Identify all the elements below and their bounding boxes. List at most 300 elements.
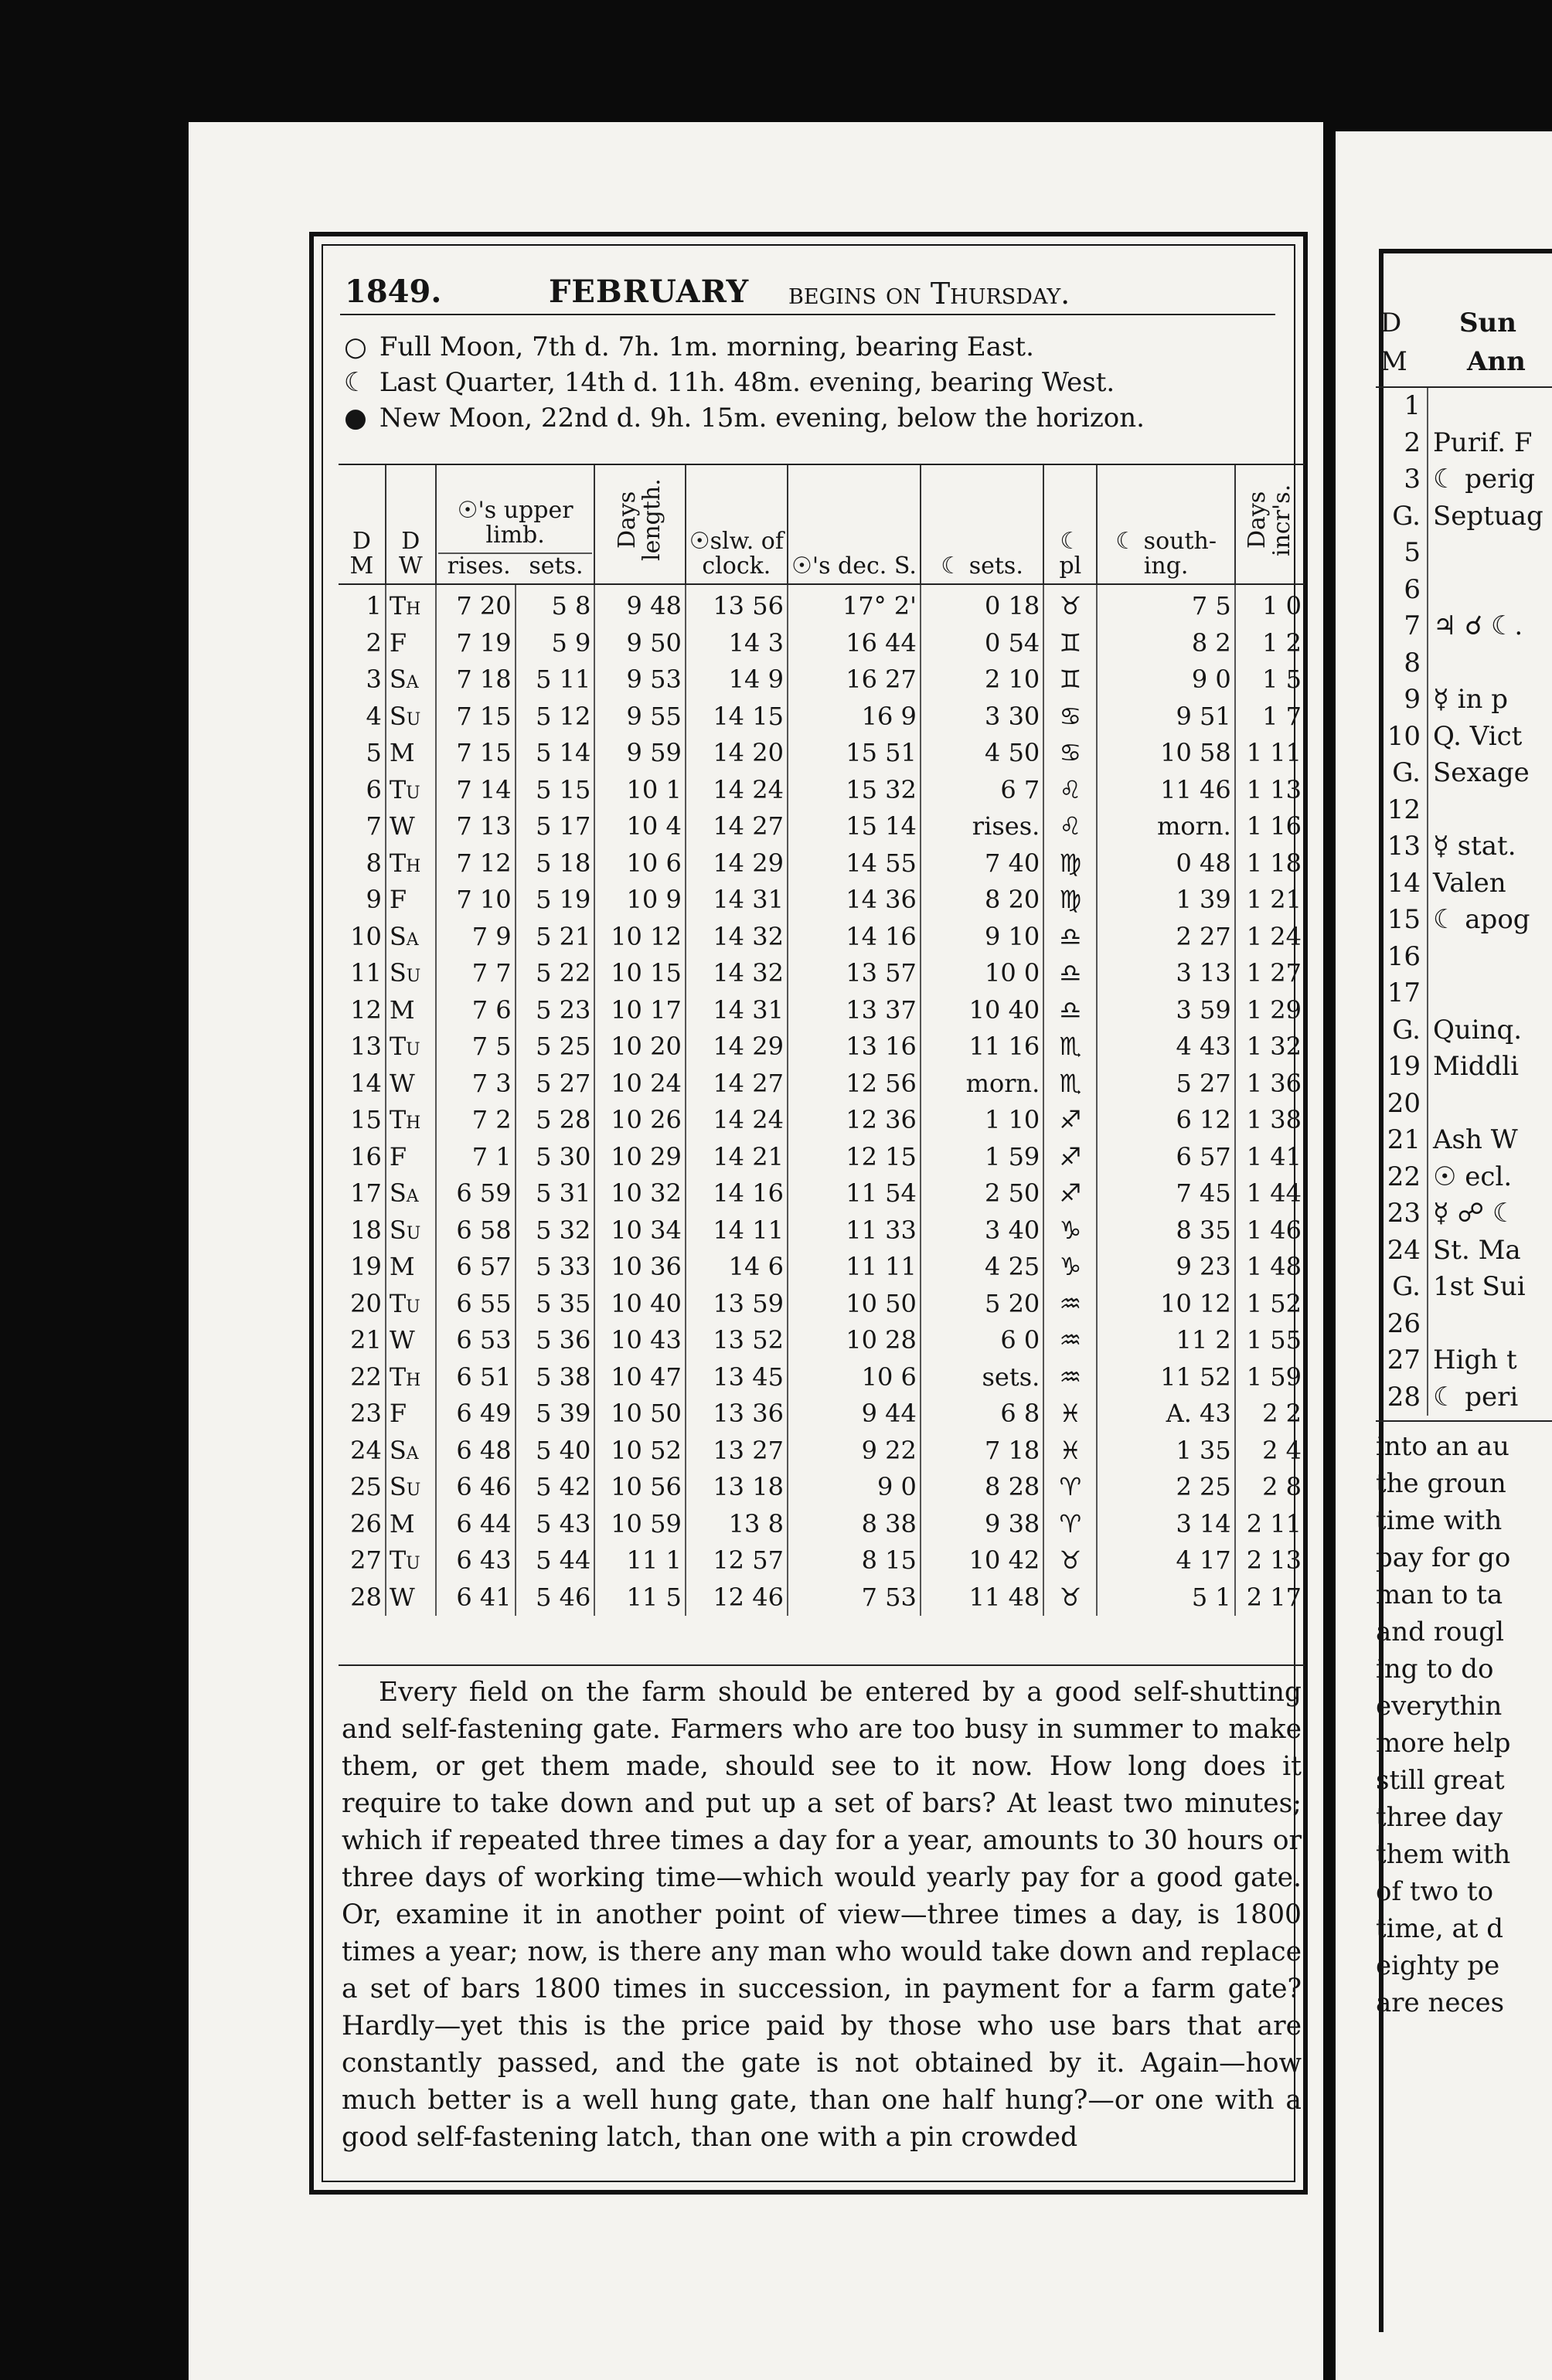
table-row [339, 1359, 1305, 1396]
moon-sets: sets. [921, 1359, 1043, 1396]
days-increase: 1 46 [1235, 1212, 1305, 1250]
facing-header-d: D [1380, 308, 1402, 338]
table-row [339, 808, 1305, 845]
moon-place-sign: ♎ [1043, 955, 1097, 992]
table-row [339, 1396, 1305, 1433]
day-length: 10 47 [594, 1359, 685, 1396]
sun-sets: 5 19 [516, 882, 595, 919]
table-row [339, 882, 1305, 919]
day-of-week: Sa [386, 661, 436, 699]
facing-note: ♃ ☌ ☾. [1433, 610, 1523, 641]
clock-slow: 14 24 [686, 1102, 788, 1139]
facing-day: 12 [1376, 792, 1428, 829]
facing-day: G. [1376, 755, 1428, 792]
facing-note: Purif. F [1433, 427, 1533, 458]
moon-southing: 3 59 [1097, 992, 1234, 1029]
clock-slow: 14 32 [686, 919, 788, 956]
table-row [339, 699, 1305, 736]
facing-note: ☾ apog [1433, 904, 1530, 935]
day-of-month: 5 [366, 738, 382, 767]
facing-note: ☉ ecl. [1433, 1161, 1513, 1192]
table-row [339, 1249, 1305, 1286]
moon-place-sign: ♏ [1043, 1028, 1097, 1066]
moon-place-sign: ♏ [1043, 1066, 1097, 1103]
page-header [340, 260, 1275, 315]
day-of-month: 3 [366, 665, 382, 694]
clock-slow: 13 52 [686, 1322, 788, 1359]
facing-note: Quinq. [1433, 1014, 1523, 1046]
sun-rises: 7 3 [436, 1066, 516, 1103]
day-of-week: F [386, 625, 436, 662]
facing-day: 17 [1376, 975, 1428, 1012]
full-moon-icon: ○ [344, 332, 367, 362]
day-of-week: W [386, 1579, 436, 1617]
clock-slow: 14 29 [686, 845, 788, 882]
facing-row [1376, 572, 1552, 609]
sun-declination: 15 51 [788, 735, 921, 772]
day-of-month: 10 [350, 921, 382, 951]
sun-declination: 9 22 [788, 1433, 921, 1470]
phase-text: Last Quarter, 14th d. 11h. 48m. evening, bearing West. [379, 367, 1115, 398]
moon-sets: 2 10 [921, 661, 1043, 699]
facing-text-line: into an au [1376, 1431, 1509, 1462]
facing-text-line: still great [1376, 1765, 1505, 1796]
days-increase: 1 52 [1235, 1286, 1305, 1323]
moon-place-sign: ♌ [1043, 772, 1097, 809]
facing-note [1428, 390, 1433, 421]
day-length: 10 6 [594, 845, 685, 882]
table-row [339, 1286, 1305, 1323]
clock-slow: 14 16 [686, 1175, 788, 1212]
facing-day: 14 [1376, 865, 1428, 903]
table-row [339, 992, 1305, 1029]
sun-declination: 15 14 [788, 808, 921, 845]
moon-place-sign: ♐ [1043, 1175, 1097, 1212]
sun-declination: 13 57 [788, 955, 921, 992]
facing-row [1376, 792, 1552, 829]
facing-text-line: time with [1376, 1505, 1503, 1536]
facing-day: G. [1376, 1012, 1428, 1049]
almanac-inner-frame [322, 244, 1302, 2182]
moon-sets: 11 48 [921, 1579, 1043, 1617]
moon-southing: 1 39 [1097, 882, 1234, 919]
facing-row [1376, 461, 1552, 498]
moon-sets: 5 20 [921, 1286, 1043, 1323]
facing-note: Middli [1433, 1051, 1519, 1082]
moon-southing: 11 46 [1097, 772, 1234, 809]
clock-slow: 13 18 [686, 1469, 788, 1506]
facing-text-line: of two to [1376, 1876, 1494, 1907]
day-length: 10 1 [594, 772, 685, 809]
clock-slow: 14 24 [686, 772, 788, 809]
moon-place-sign: ♈ [1043, 1506, 1097, 1543]
facing-row [1376, 719, 1552, 756]
day-of-week: Sa [386, 1433, 436, 1470]
moon-sets: 1 10 [921, 1102, 1043, 1139]
sun-declination: 16 27 [788, 661, 921, 699]
days-increase: 1 38 [1235, 1102, 1305, 1139]
facing-header-sun: Sun [1459, 308, 1516, 338]
day-of-month: 4 [366, 701, 382, 731]
days-increase: 1 27 [1235, 955, 1305, 992]
facing-row [1376, 1159, 1552, 1196]
days-increase: 1 36 [1235, 1066, 1305, 1103]
sun-declination: 16 9 [788, 699, 921, 736]
moon-sets: 10 42 [921, 1542, 1043, 1579]
facing-note: ☾ perig [1433, 464, 1536, 495]
facing-note: Septuag [1433, 500, 1543, 532]
day-of-week: M [386, 735, 436, 772]
col-dw: D W [386, 465, 436, 584]
sun-sets: 5 33 [516, 1249, 595, 1286]
sun-sets: 5 43 [516, 1506, 595, 1543]
sun-sets: 5 35 [516, 1286, 595, 1323]
day-of-week: W [386, 808, 436, 845]
day-of-month: 8 [366, 848, 382, 878]
sun-rises: 7 2 [436, 1102, 516, 1139]
day-of-week: Su [386, 955, 436, 992]
moon-sets: 6 8 [921, 1396, 1043, 1433]
facing-text-line: them with [1376, 1839, 1511, 1870]
moon-sets: rises. [921, 808, 1043, 845]
table-row [339, 1506, 1305, 1543]
phase-text: New Moon, 22nd d. 9h. 15m. evening, below the horizon. [379, 403, 1145, 434]
sun-rises: 7 12 [436, 845, 516, 882]
moon-southing: 5 1 [1097, 1579, 1234, 1617]
moon-southing: 9 51 [1097, 699, 1234, 736]
day-length: 11 5 [594, 1579, 685, 1617]
moon-southing: 1 35 [1097, 1433, 1234, 1470]
days-increase: 1 13 [1235, 772, 1305, 809]
moon-place-sign: ♐ [1043, 1102, 1097, 1139]
sun-sets: 5 36 [516, 1322, 595, 1359]
sun-sets: 5 12 [516, 699, 595, 736]
facing-header-ann: Ann [1467, 346, 1526, 377]
days-incr-label: Days incr's. [1244, 484, 1296, 556]
moon-sets: 9 10 [921, 919, 1043, 956]
moon-southing: 8 2 [1097, 625, 1234, 662]
moon-sets: 7 18 [921, 1433, 1043, 1470]
sun-rises: 7 5 [436, 1028, 516, 1066]
moon-southing: 2 25 [1097, 1469, 1234, 1506]
sun-sets: 5 17 [516, 808, 595, 845]
sun-sets: 5 46 [516, 1579, 595, 1617]
sun-declination: 10 6 [788, 1359, 921, 1396]
day-length: 10 32 [594, 1175, 685, 1212]
facing-row [1376, 1049, 1552, 1086]
sun-declination: 8 38 [788, 1506, 921, 1543]
moon-place-sign: ♈ [1043, 1469, 1097, 1506]
right-page [1336, 131, 1552, 2380]
days-increase: 1 48 [1235, 1249, 1305, 1286]
moon-southing: morn. [1097, 808, 1234, 845]
day-of-month: 13 [350, 1032, 382, 1061]
facing-row [1376, 902, 1552, 939]
day-length: 10 29 [594, 1139, 685, 1176]
table-row [339, 1322, 1305, 1359]
day-of-month: 6 [366, 774, 382, 804]
days-increase: 2 2 [1235, 1396, 1305, 1433]
clock-slow: 14 27 [686, 808, 788, 845]
sun-sets: 5 23 [516, 992, 595, 1029]
sun-rises: 7 9 [436, 919, 516, 956]
days-increase: 1 55 [1235, 1322, 1305, 1359]
table-row [339, 1175, 1305, 1212]
sun-declination: 11 33 [788, 1212, 921, 1250]
clock-slow: 13 36 [686, 1396, 788, 1433]
sun-rises: 6 58 [436, 1212, 516, 1250]
day-length: 10 52 [594, 1433, 685, 1470]
facing-row [1376, 425, 1552, 462]
table-row [339, 772, 1305, 809]
sun-sets: 5 9 [516, 625, 595, 662]
sun-declination: 10 28 [788, 1322, 921, 1359]
day-length: 10 36 [594, 1249, 685, 1286]
day-length: 10 15 [594, 955, 685, 992]
sun-rises: 6 55 [436, 1286, 516, 1323]
table-row [339, 1579, 1305, 1617]
sun-declination: 11 54 [788, 1175, 921, 1212]
facing-day: 26 [1376, 1306, 1428, 1343]
sun-sets: 5 25 [516, 1028, 595, 1066]
day-of-month: 25 [350, 1472, 382, 1501]
facing-header-m: M [1380, 346, 1407, 377]
sun-sets: 5 30 [516, 1139, 595, 1176]
clock-slow: 13 45 [686, 1359, 788, 1396]
day-length: 10 40 [594, 1286, 685, 1323]
col-declination: ☉'s dec. S. [788, 465, 921, 584]
day-of-week: Tu [386, 772, 436, 809]
day-length: 10 34 [594, 1212, 685, 1250]
sun-declination: 16 44 [788, 625, 921, 662]
days-increase: 1 41 [1235, 1139, 1305, 1176]
clock-slow: 14 31 [686, 992, 788, 1029]
facing-day: 13 [1376, 828, 1428, 865]
day-of-month: 17 [350, 1178, 382, 1208]
day-of-week: F [386, 1139, 436, 1176]
facing-day: 23 [1376, 1195, 1428, 1232]
moon-southing: 6 12 [1097, 1102, 1234, 1139]
facing-row [1376, 939, 1552, 976]
sun-rises: 7 1 [436, 1139, 516, 1176]
moon-place-sign: ♒ [1043, 1322, 1097, 1359]
facing-note [1428, 648, 1433, 678]
clock-slow: 13 27 [686, 1433, 788, 1470]
days-increase: 1 59 [1235, 1359, 1305, 1396]
sun-declination: 12 36 [788, 1102, 921, 1139]
facing-day: 3 [1376, 461, 1428, 498]
day-of-month: 26 [350, 1508, 382, 1538]
facing-text-line: are neces [1376, 1987, 1505, 2018]
day-of-month: 22 [350, 1362, 382, 1392]
facing-page-text [1376, 1420, 1552, 2021]
facing-note: High t [1433, 1345, 1517, 1375]
day-of-week: F [386, 1396, 436, 1433]
day-of-week: Su [386, 1469, 436, 1506]
facing-day: G. [1376, 498, 1428, 536]
sun-rises: 7 6 [436, 992, 516, 1029]
days-increase: 1 7 [1235, 699, 1305, 736]
facing-note [1428, 537, 1433, 568]
moon-southing: 7 45 [1097, 1175, 1234, 1212]
facing-day: 19 [1376, 1049, 1428, 1086]
col-moon-place: ☾ pl [1043, 465, 1097, 584]
almanac-table [339, 465, 1305, 1616]
moon-place-sign: ♐ [1043, 1139, 1097, 1176]
day-of-month: 28 [350, 1582, 382, 1612]
days-increase: 2 11 [1235, 1506, 1305, 1543]
facing-note: 1st Sui [1433, 1271, 1526, 1302]
facing-row [1376, 1342, 1552, 1379]
facing-day: 6 [1376, 572, 1428, 609]
days-increase: 1 44 [1235, 1175, 1305, 1212]
facing-note [1428, 1308, 1433, 1339]
sun-declination: 10 50 [788, 1286, 921, 1323]
moon-sets: 7 40 [921, 845, 1043, 882]
clock-slow: 14 6 [686, 1249, 788, 1286]
facing-day: 1 [1376, 388, 1428, 425]
moon-place-sign: ♎ [1043, 919, 1097, 956]
moon-southing: 10 58 [1097, 735, 1234, 772]
col-days-increase [1235, 465, 1305, 584]
moon-southing: 11 2 [1097, 1322, 1234, 1359]
moon-place-sign: ♋ [1043, 699, 1097, 736]
sun-sets: 5 15 [516, 772, 595, 809]
day-of-month: 1 [366, 591, 382, 620]
facing-text-line: pay for go [1376, 1542, 1511, 1573]
facing-day: 2 [1376, 425, 1428, 462]
facing-text-line: more help [1376, 1728, 1511, 1759]
day-of-week: Sa [386, 1175, 436, 1212]
facing-day: 7 [1376, 608, 1428, 645]
table-row [339, 1139, 1305, 1176]
day-length: 9 53 [594, 661, 685, 699]
table-row [339, 584, 1305, 625]
facing-day: 16 [1376, 939, 1428, 976]
facing-row [1376, 828, 1552, 865]
almanac-table-wrap [339, 464, 1305, 1652]
sun-sets: 5 31 [516, 1175, 595, 1212]
facing-row [1376, 498, 1552, 536]
facing-row [1376, 755, 1552, 792]
moon-sets: 6 7 [921, 772, 1043, 809]
day-of-month: 18 [350, 1215, 382, 1245]
facing-row [1376, 975, 1552, 1012]
moon-place-sign: ♍ [1043, 845, 1097, 882]
table-header-row [339, 465, 1305, 584]
sun-declination: 14 55 [788, 845, 921, 882]
day-of-month: 14 [350, 1068, 382, 1098]
sun-rises: 7 13 [436, 808, 516, 845]
facing-day: 27 [1376, 1342, 1428, 1379]
day-length: 10 20 [594, 1028, 685, 1066]
last-quarter-icon: ☾ [343, 367, 368, 398]
day-of-month: 7 [366, 811, 382, 841]
col-rises: rises. [447, 552, 511, 580]
sun-sets: 5 44 [516, 1542, 595, 1579]
moon-southing: 8 35 [1097, 1212, 1234, 1250]
moon-place-sign: ♍ [1043, 882, 1097, 919]
moon-southing: 4 17 [1097, 1542, 1234, 1579]
col-days-length [594, 465, 685, 584]
moon-sets: 4 25 [921, 1249, 1043, 1286]
sun-declination: 12 56 [788, 1066, 921, 1103]
clock-slow: 13 8 [686, 1506, 788, 1543]
facing-text-line: time, at d [1376, 1913, 1504, 1944]
day-of-week: Th [386, 1102, 436, 1139]
moon-place-sign: ♓ [1043, 1396, 1097, 1433]
day-length: 9 48 [594, 584, 685, 625]
moon-southing: 9 23 [1097, 1249, 1234, 1286]
table-row [339, 735, 1305, 772]
moon-sets: 6 0 [921, 1322, 1043, 1359]
day-length: 10 56 [594, 1469, 685, 1506]
days-increase: 1 2 [1235, 625, 1305, 662]
facing-day: 9 [1376, 682, 1428, 719]
moon-sets: 2 50 [921, 1175, 1043, 1212]
moon-place-sign: ♋ [1043, 735, 1097, 772]
sun-sets: 5 22 [516, 955, 595, 992]
day-of-month: 20 [350, 1288, 382, 1318]
facing-day: 10 [1376, 719, 1428, 756]
table-row [339, 1066, 1305, 1103]
day-of-week: M [386, 992, 436, 1029]
phase-full-moon [340, 329, 1275, 365]
facing-row [1376, 865, 1552, 903]
days-increase: 1 32 [1235, 1028, 1305, 1066]
sun-rises: 7 15 [436, 735, 516, 772]
days-length-label: Days length. [614, 478, 666, 562]
day-length: 9 59 [594, 735, 685, 772]
facing-day: 20 [1376, 1086, 1428, 1123]
sun-rises: 7 19 [436, 625, 516, 662]
clock-slow: 14 32 [686, 955, 788, 992]
table-row [339, 919, 1305, 956]
moon-place-sign: ♒ [1043, 1359, 1097, 1396]
facing-day: 5 [1376, 535, 1428, 572]
sun-sets: 5 39 [516, 1396, 595, 1433]
facing-day: 22 [1376, 1159, 1428, 1196]
sun-rises: 7 14 [436, 772, 516, 809]
sun-rises: 6 51 [436, 1359, 516, 1396]
moon-phases [340, 329, 1275, 445]
facing-note: Sexage [1433, 757, 1530, 788]
moon-southing: 2 27 [1097, 919, 1234, 956]
sun-declination: 9 44 [788, 1396, 921, 1433]
moon-sets: 8 20 [921, 882, 1043, 919]
col-sun-limb [436, 465, 595, 584]
days-increase: 1 11 [1235, 735, 1305, 772]
moon-southing: 7 5 [1097, 584, 1234, 625]
moon-sets: 0 18 [921, 584, 1043, 625]
facing-note: ☿ stat. [1433, 831, 1516, 862]
day-of-month: 23 [350, 1399, 382, 1428]
days-increase: 1 21 [1235, 882, 1305, 919]
clock-slow: 13 59 [686, 1286, 788, 1323]
sun-declination: 9 0 [788, 1469, 921, 1506]
day-of-week: Tu [386, 1286, 436, 1323]
moon-southing: 4 43 [1097, 1028, 1234, 1066]
day-of-week: W [386, 1322, 436, 1359]
sun-sets: 5 32 [516, 1212, 595, 1250]
moon-sets: 10 0 [921, 955, 1043, 992]
day-length: 10 50 [594, 1396, 685, 1433]
sun-sets: 5 14 [516, 735, 595, 772]
day-of-month: 11 [350, 958, 382, 988]
day-of-week: Tu [386, 1028, 436, 1066]
facing-day: 8 [1376, 645, 1428, 682]
days-increase: 1 24 [1235, 919, 1305, 956]
